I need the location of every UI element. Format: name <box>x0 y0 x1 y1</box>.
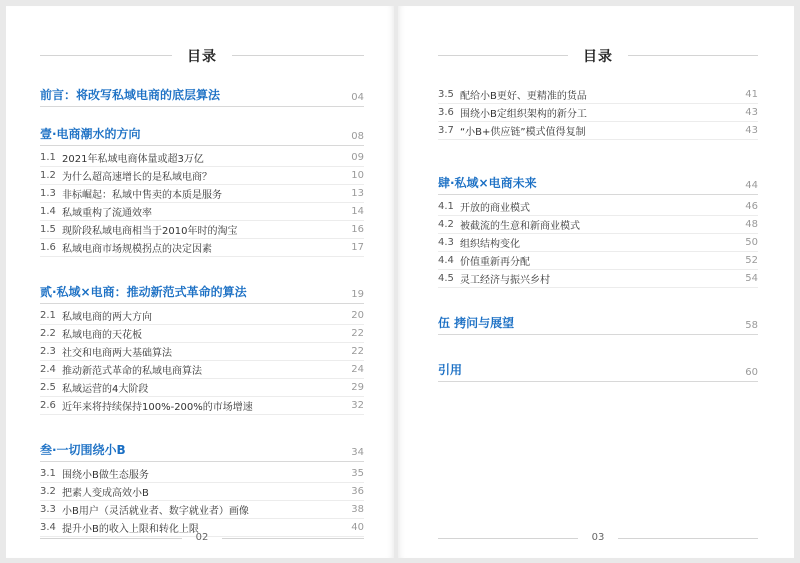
toc-entry[interactable] <box>438 216 758 234</box>
toc-entry[interactable] <box>40 307 364 325</box>
toc-entry-number: 2.4 <box>40 364 56 375</box>
toc-entry-page: 46 <box>745 201 758 212</box>
toc-entry[interactable] <box>438 86 758 104</box>
right-page <box>398 6 794 558</box>
toc-entry-title: 私域电商市场规模拐点的决定因素 <box>62 244 212 255</box>
chapter-page: 60 <box>745 367 758 378</box>
toc-entry-number: 1.2 <box>40 170 56 181</box>
toc-entry-page: 35 <box>351 468 364 479</box>
toc-entry-page: 10 <box>351 170 364 181</box>
toc-entry-page: 36 <box>351 486 364 497</box>
toc-entry[interactable] <box>438 104 758 122</box>
toc-entry[interactable] <box>40 397 364 415</box>
toc-entry-page: 54 <box>745 273 758 284</box>
toc-entry[interactable] <box>40 239 364 257</box>
toc-entry[interactable] <box>40 501 364 519</box>
toc-section <box>40 125 364 257</box>
page-number: 02 <box>40 532 364 543</box>
toc-entry-page: 38 <box>351 504 364 515</box>
toc-entry-title: 小B用户（灵活就业者、数字就业者）画像 <box>62 506 249 517</box>
left-page <box>6 6 394 558</box>
toc-entry-page: 43 <box>745 125 758 136</box>
toc-entry-number: 1.5 <box>40 224 56 235</box>
toc-entry-title: 围绕小B做生态服务 <box>62 470 149 481</box>
toc-entry[interactable] <box>40 379 364 397</box>
toc-entry-title: 价值重新再分配 <box>460 257 530 268</box>
toc-entry[interactable] <box>438 198 758 216</box>
toc-section <box>40 86 364 107</box>
toc-entry-number: 2.5 <box>40 382 56 393</box>
toc-entry-page: 43 <box>745 107 758 118</box>
table-of-contents <box>40 86 364 537</box>
toc-entry-number: 3.7 <box>438 125 454 136</box>
chapter-title: 伍 拷问与展望 <box>438 316 515 330</box>
toc-entry[interactable] <box>40 325 364 343</box>
toc-entry-number: 1.1 <box>40 152 56 163</box>
toc-entry[interactable] <box>438 234 758 252</box>
toc-entry-title: 被截流的生意和新商业模式 <box>460 221 580 232</box>
chapter-title: 叁·一切围绕小B <box>40 443 126 457</box>
toc-entry-title: 非标崛起：私域中售卖的本质是服务 <box>62 190 222 201</box>
toc-entry-number: 3.3 <box>40 504 56 515</box>
toc-entry-title: 私域运营的4大阶段 <box>62 384 149 395</box>
toc-entry-title: 配给小B更好、更精准的货品 <box>460 91 587 102</box>
toc-entry[interactable] <box>40 361 364 379</box>
toc-entry-number: 4.4 <box>438 255 454 266</box>
toc-entry-page: 13 <box>351 188 364 199</box>
toc-entry-page: 14 <box>351 206 364 217</box>
chapter-title: 壹·电商潮水的方向 <box>40 127 141 141</box>
toc-entry-page: 29 <box>351 382 364 393</box>
toc-entry[interactable] <box>438 122 758 140</box>
toc-entry-page: 22 <box>351 346 364 357</box>
toc-entry-number: 2.2 <box>40 328 56 339</box>
toc-entry[interactable] <box>40 221 364 239</box>
toc-entry-page: 50 <box>745 237 758 248</box>
toc-entry[interactable] <box>40 483 364 501</box>
toc-entry-title: 私域电商的两大方向 <box>62 312 152 323</box>
toc-entry-page: 17 <box>351 242 364 253</box>
toc-entry-title: 近年来将持续保持100%-200%的市场增速 <box>62 402 253 413</box>
toc-entry-number: 2.3 <box>40 346 56 357</box>
chapter-title: 前言：将改写私域电商的底层算法 <box>40 88 221 102</box>
page-title: 目录 <box>40 46 364 66</box>
chapter-heading[interactable] <box>40 125 364 146</box>
toc-entry-title: 私域重构了流通效率 <box>62 208 152 219</box>
toc-entry-number: 2.1 <box>40 310 56 321</box>
chapter-page: 34 <box>351 447 364 458</box>
toc-entry[interactable] <box>438 270 758 288</box>
chapter-page: 04 <box>351 92 364 103</box>
page-number: 03 <box>438 532 758 543</box>
toc-entry[interactable] <box>438 252 758 270</box>
toc-entry-number: 1.6 <box>40 242 56 253</box>
toc-entry-page: 52 <box>745 255 758 266</box>
toc-entry-page: 41 <box>745 89 758 100</box>
chapter-heading[interactable] <box>438 361 758 382</box>
toc-entry-number: 3.1 <box>40 468 56 479</box>
toc-entry-number: 3.6 <box>438 107 454 118</box>
toc-entry-number: 3.2 <box>40 486 56 497</box>
toc-entry-page: 40 <box>351 522 364 533</box>
toc-section-continued <box>438 86 758 140</box>
toc-entry-number: 3.5 <box>438 89 454 100</box>
toc-entry-title: 灵工经济与振兴乡村 <box>460 275 550 286</box>
chapter-page: 08 <box>351 131 364 142</box>
toc-entry-number: 2.6 <box>40 400 56 411</box>
chapter-page: 19 <box>351 289 364 300</box>
toc-entry-page: 09 <box>351 152 364 163</box>
toc-entry[interactable] <box>40 203 364 221</box>
toc-entry-title: 现阶段私域电商相当于2010年时的淘宝 <box>62 226 238 237</box>
chapter-page: 44 <box>745 180 758 191</box>
toc-section <box>40 441 364 537</box>
page-title: 目录 <box>438 46 758 66</box>
toc-entry-number: 4.2 <box>438 219 454 230</box>
chapter-heading[interactable] <box>40 441 364 462</box>
toc-entry-number: 3.4 <box>40 522 56 533</box>
chapter-title: 引用 <box>438 363 463 377</box>
chapter-title: 贰·私域×电商：推动新范式革命的算法 <box>40 285 247 299</box>
toc-entry[interactable] <box>40 185 364 203</box>
chapter-title: 肆·私域×电商未来 <box>438 176 537 190</box>
toc-entry-title: 开放的商业模式 <box>460 203 530 214</box>
toc-entry-number: 1.4 <box>40 206 56 217</box>
toc-entry-title: “小B+供应链”模式值得复制 <box>460 127 586 138</box>
toc-entry-title: 为什么超高速增长的是私域电商？ <box>62 172 212 183</box>
chapter-heading[interactable] <box>438 314 758 335</box>
toc-entry-title: 私域电商的天花板 <box>62 330 142 341</box>
toc-section <box>438 314 758 335</box>
toc-entry-page: 20 <box>351 310 364 321</box>
toc-entry-title: 推动新范式革命的私域电商算法 <box>62 366 202 377</box>
toc-entry-title: 围绕小B定组织架构的新分工 <box>460 109 587 120</box>
toc-entry[interactable] <box>40 149 364 167</box>
toc-section <box>438 174 758 288</box>
toc-entry[interactable] <box>40 465 364 483</box>
toc-entry-number: 1.3 <box>40 188 56 199</box>
toc-entry-number: 4.1 <box>438 201 454 212</box>
toc-entry-page: 32 <box>351 400 364 411</box>
toc-entry-title: 社交和电商两大基础算法 <box>62 348 172 359</box>
toc-entry[interactable] <box>40 343 364 361</box>
chapter-page: 58 <box>745 320 758 331</box>
toc-entry[interactable] <box>40 167 364 185</box>
toc-entry-title: 把素人变成高效小B <box>62 488 149 499</box>
toc-entry-title: 组织结构变化 <box>460 239 520 250</box>
toc-entry-page: 24 <box>351 364 364 375</box>
toc-entry-title: 提升小B的收入上限和转化上限 <box>62 524 199 535</box>
toc-section <box>438 361 758 382</box>
chapter-heading[interactable] <box>40 283 364 304</box>
toc-entry-number: 4.5 <box>438 273 454 284</box>
toc-entry-page: 22 <box>351 328 364 339</box>
chapter-heading[interactable] <box>40 86 364 107</box>
toc-entry-number: 4.3 <box>438 237 454 248</box>
table-of-contents <box>438 86 758 382</box>
toc-section <box>40 283 364 415</box>
toc-entry-page: 16 <box>351 224 364 235</box>
toc-entry-title: 2021年私域电商体量或超3万亿 <box>62 154 204 165</box>
chapter-heading[interactable] <box>438 174 758 195</box>
toc-entry-page: 48 <box>745 219 758 230</box>
